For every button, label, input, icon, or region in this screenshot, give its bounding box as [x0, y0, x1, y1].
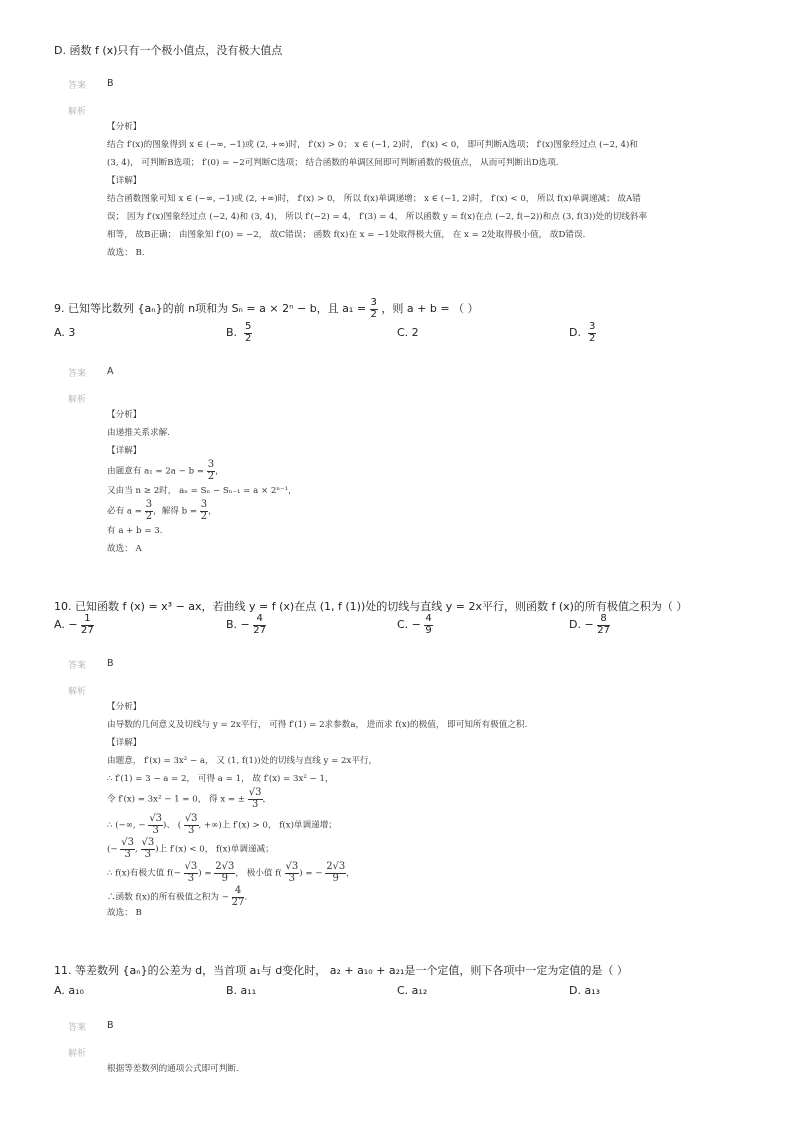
q10-option-b: B. − $\frac{4}{27}$ [226, 613, 266, 636]
solution-line: 【详解】 [107, 176, 142, 186]
answer-value: B [107, 1020, 114, 1031]
solution-line: ∴函数 f(x)的所有极值之积为 − $\frac{4}{27}$ . [107, 885, 248, 908]
solution-line: ∴ (−∞, − $\frac{√3}{3}$ )、 ( $\frac{√3}{3}$ , +∞)上 f′(x) > 0， f(x)单调递增； [107, 813, 337, 836]
q11-option-d: D. a₁₃ [569, 984, 601, 997]
solution-line: 【分析】 [107, 122, 142, 132]
answer-value: B [107, 658, 114, 669]
q10-option-a: A. − $\frac{1}{27}$ [54, 613, 94, 636]
answer-label: 答案 [68, 81, 87, 91]
solution-line: 结合函数图象可知 x ∈ (−∞, −1)或 (2, +∞)时， f′(x) > 0， 所以 f(x)单调递增； x ∈ (−1, 2)时， f′(x) < 0， 所以 f(x)单调递减； 故A错 [107, 194, 641, 204]
answer-value: B [107, 78, 114, 89]
solution-line: (− $\frac{√3}{3}$ , $\frac{√3}{3}$ )上 f′(x) < 0， f(x)单调递减； [107, 837, 274, 860]
solution-line: 令 f′(x) = 3x² − 1 = 0， 得 x = ± $\frac{√3}{3}$ ， [107, 787, 272, 810]
q9-option-c: C. 2 [397, 326, 419, 339]
question-11-stem: 11. 等差数列 {aₙ}的公差为 d，当首项 a₁与 d变化时， a₂ + a₁₀ + a₂₁是一个定值，则下各项中一定为定值的是（ ） [54, 964, 628, 977]
solution-line: 故选： A [107, 544, 142, 554]
solution-line: 【分析】 [107, 702, 142, 712]
q10-option-c: C. − $\frac{4}{9}$ [397, 613, 432, 636]
answer-label: 答案 [68, 369, 87, 379]
answer-value: A [107, 366, 114, 377]
solution-line: 又由当 n ≥ 2时， aₙ = Sₙ − Sₙ₋₁ = a × 2ⁿ⁻¹， [107, 486, 297, 496]
solution-line: 【详解】 [107, 738, 142, 748]
solution-line: 由题意有 a₁ = 2a − b = $\frac{3}{2}$ ， [107, 459, 224, 482]
question-10-stem: 10. 已知函数 f (x) = x³ − ax，若曲线 y = f (x)在点 (1, f (1))处的切线与直线 y = 2x平行，则函数 f (x)的所有极值之积为（ ） [54, 600, 688, 613]
analysis-label: 解析 [68, 1049, 87, 1059]
solution-line: 有 a + b = 3. [107, 526, 163, 536]
solution-line: 相等， 故B正确； 由图象知 f′(0) = −2， 故C错误； 函数 f(x)在 x = −1处取得极大值， 在 x = 2处取得极小值， 故D错误. [107, 230, 586, 240]
q10-option-d: D. − $\frac{8}{27}$ [569, 613, 610, 636]
analysis-label: 解析 [68, 395, 87, 405]
solution-line: 根据等差数列的通项公式即可判断. [107, 1064, 239, 1074]
solution-line: 由递推关系求解. [107, 428, 170, 438]
solution-line: 结合 f′(x)的图象得到 x ∈ (−∞, −1)或 (2, +∞)时， f′(x) > 0； x ∈ (−1, 2)时， f′(x) < 0， 即可判断A选项； f′(x)图象经过点 (−2, 4)和 [107, 140, 638, 150]
q9-option-d: D. $\frac{3}{2}$ [569, 321, 596, 344]
solution-line: 由导数的几何意义及切线与 y = 2x平行， 可得 f′(1) = 2求参数a， 进而求 f(x)的极值， 即可知所有极值之积. [107, 720, 528, 730]
solution-line: 故选： B. [107, 248, 145, 258]
solution-line: 误； 因为 f′(x)图象经过点 (−2, 4)和 (3, 4)， 所以 f′(−2) = 4， f′(3) = 4， 所以函数 y = f(x)在点 (−2, f(−2))和点 (3, f(3))处的切线斜率 [107, 212, 648, 222]
q11-option-b: B. a₁₁ [226, 984, 257, 997]
question-9-stem: 9. 已知等比数列 {aₙ}的前 n项和为 Sₙ = a × 2ⁿ − b，且 a₁ = $\frac{3}{2}$ ，则 a + b = （ ） [54, 297, 479, 320]
answer-label: 答案 [68, 661, 87, 671]
analysis-label: 解析 [68, 107, 87, 117]
solution-line: 必有 a = $\frac{3}{2}$ ，解得 b = $\frac{3}{2}$ ， [107, 499, 217, 522]
option-d-text: D. 函数 f (x)只有一个极小值点，没有极大值点 [54, 44, 283, 57]
solution-line: 【分析】 [107, 410, 142, 420]
solution-line: 由题意， f′(x) = 3x² − a， 又 (1, f(1))处的切线与直线 y = 2x平行， [107, 756, 378, 766]
solution-line: ∴ f(x)有极大值 f(− $\frac{√3}{3}$ ) = $\frac{2√3}{9}$ ， 极小值 f( $\frac{√3}{3}$ ) = − $\frac{2√3}{9}$ ， [107, 861, 355, 884]
solution-line: 【详解】 [107, 446, 142, 456]
analysis-label: 解析 [68, 687, 87, 697]
q9-option-a: A. 3 [54, 326, 76, 339]
q11-option-c: C. a₁₂ [397, 984, 428, 997]
solution-line: ∴ f′(1) = 3 − a = 2， 可得 a = 1， 故 f′(x) = 3x² − 1， [107, 774, 334, 784]
q9-option-b: B. $\frac{5}{2}$ [226, 321, 252, 344]
q11-option-a: A. a₁₀ [54, 984, 84, 997]
solution-line: 故选： B [107, 908, 142, 918]
answer-label: 答案 [68, 1023, 87, 1033]
solution-line: (3, 4)， 可判断B选项； f′(0) = −2可判断C选项； 结合函数的单调区间即可判断函数的极值点， 从而可判断出D选项. [107, 158, 559, 168]
